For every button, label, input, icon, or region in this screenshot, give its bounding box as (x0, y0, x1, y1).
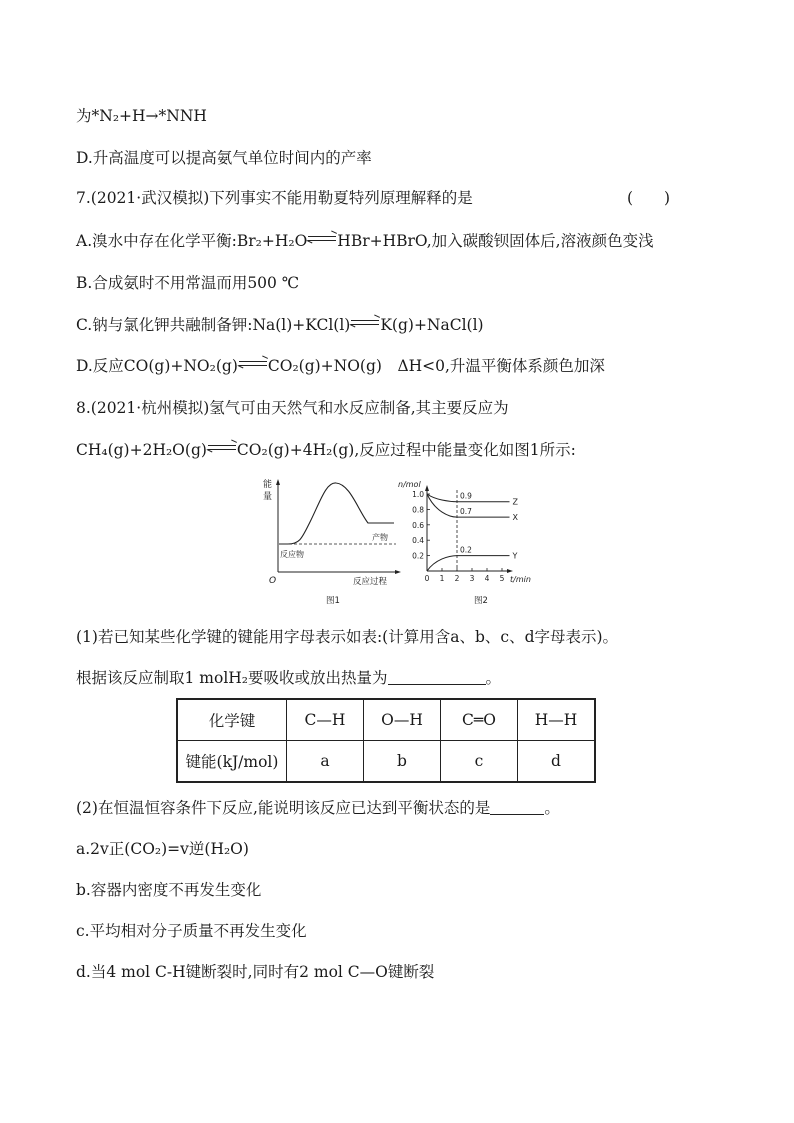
part-2-option-d: d.当4 mol C-H键断裂时,同时有2 mol C—O键断裂 (76, 963, 435, 981)
question-7-option-b: B.合成氨时不用常温而用500 ℃ (76, 274, 300, 292)
table-cell: d (518, 741, 596, 783)
figure-1-product-label: 产物 (372, 533, 388, 542)
figures (258, 476, 548, 610)
figure-2-y-tick-label: 0.4 (412, 536, 424, 546)
figure-2-series (427, 492, 519, 571)
table-cell: b (364, 741, 441, 783)
equation-part1: CH₄(g)+2H₂O(g) (76, 441, 207, 459)
option-c-part2: K(g)+NaCl(l) (380, 316, 484, 334)
line-option-d: D.升高温度可以提高氨气单位时间内的产率 (76, 149, 372, 167)
part-2-option-c: c.平均相对分子质量不再发生变化 (76, 922, 307, 940)
option-d-part1: D.反应CO(g)+NO₂(g) (76, 357, 238, 375)
question-8-stem: 8.(2021·杭州模拟)氢气可由天然气和水反应制备,其主要反应为 (76, 399, 509, 417)
part-2-answer-blank[interactable] (490, 798, 544, 815)
table-cell: c (441, 741, 518, 783)
part-2-period: 。 (544, 799, 560, 817)
part-1-answer-blank[interactable] (388, 668, 486, 685)
option-d-part2: CO₂(g)+NO(g) ΔH<0,升温平衡体系颜色加深 (267, 357, 605, 375)
equilibrium-arrow-icon (350, 317, 380, 329)
table-cell: a (287, 741, 364, 783)
figure-2-x-tick-label: 1 (439, 574, 445, 583)
part-1-period: 。 (485, 669, 502, 687)
figure-2-series-x-value: 0.7 (460, 507, 472, 517)
figure-2-series-z-value: 0.9 (460, 491, 472, 501)
question-7-option-c (76, 315, 484, 335)
figure-2-y-tick-label: 1.0 (412, 490, 424, 499)
equilibrium-arrow-icon (307, 233, 337, 245)
part-2-option-b: b.容器内密度不再发生变化 (76, 881, 262, 899)
question-7-stem (76, 188, 671, 208)
option-c-part1: C.钠与氯化钾共融制备钾:Na(l)+KCl(l) (76, 316, 351, 334)
figure-2-series-x-name: X (512, 513, 518, 523)
figure-1-xlabel: 反应过程 (353, 577, 388, 587)
figure-1-origin: O (269, 576, 277, 586)
part-2-question-text: (2)在恒温恒容条件下反应,能说明该反应已达到平衡状态的是 (76, 799, 491, 817)
figure-2-x-tick-label: 0 (424, 574, 430, 583)
figure-2-series-z-name: Z (512, 497, 518, 507)
figure-1-ylabel-top: 能 (263, 480, 273, 490)
question-8-equation (76, 440, 576, 460)
part-1-question (76, 668, 501, 688)
figure-2-xlabel: t/min (510, 575, 531, 584)
figure-2-x-tick-label: 2 (454, 574, 460, 583)
part-1-prompt: (1)若已知某些化学键的键能用字母表示如表:(计算用含a、b、c、d字母表示)。 (76, 628, 619, 646)
figure-2-ticks (412, 490, 505, 583)
table-header-cell: H—H (518, 699, 596, 741)
figure-2-caption: 图2 (474, 596, 488, 606)
figure-2-y-tick-label: 0.8 (412, 505, 424, 515)
figure-2-x-tick-label: 3 (469, 574, 475, 583)
figure-2-ylabel: n/mol (398, 480, 421, 489)
figure-2-x-arrow-icon (507, 569, 513, 573)
figure-2-series-y-value: 0.2 (460, 545, 472, 555)
part-1-question-text: 根据该反应制取1 molH₂要吸收或放出热量为 (76, 669, 388, 687)
figure-1-ylabel-bottom: 量 (263, 492, 273, 502)
equilibrium-arrow-icon (238, 358, 268, 370)
question-7-answer-paren: ( ) (627, 189, 671, 207)
table-header-cell: C═O (441, 699, 518, 741)
figure-2-y-tick-label: 0.6 (412, 520, 424, 530)
figure-2-series-y-line (427, 556, 510, 571)
table-cell: 键能(kJ/mol) (177, 741, 287, 783)
option-a-part2: HBr+HBrO,加入碳酸钡固体后,溶液颜色变浅 (337, 232, 654, 250)
bond-energy-table (176, 698, 596, 783)
figure-2-y-arrow-icon (425, 485, 429, 491)
figure-1-energy-diagram (263, 478, 401, 606)
figure-2-amount-time-graph (398, 480, 531, 606)
line-option-d-continued: 为*N₂+H→*NNH (76, 107, 207, 125)
figure-2-y-tick-label: 0.2 (412, 551, 424, 561)
figure-1-caption: 图1 (326, 596, 340, 606)
table-header-cell: C—H (287, 699, 364, 741)
table-header-row (177, 699, 595, 741)
part-2-option-a: a.2v正(CO₂)=v逆(H₂O) (76, 840, 249, 858)
equation-part2: CO₂(g)+4H₂(g),反应过程中能量变化如图1所示: (236, 441, 576, 459)
equilibrium-arrow-icon (207, 442, 237, 454)
figure-2-series-y-name: Y (512, 551, 518, 561)
table-header-cell: O—H (364, 699, 441, 741)
table-row (177, 741, 595, 783)
question-7-option-d (76, 356, 605, 376)
figure-1-x-arrow-icon (395, 570, 401, 574)
figure-1-y-arrow-icon (276, 479, 280, 485)
figure-1-reactant-label: 反应物 (280, 550, 304, 559)
question-7-text: 7.(2021·武汉模拟)下列事实不能用勒夏特列原理解释的是 (76, 189, 473, 207)
question-7-option-a (76, 231, 654, 251)
table-header-cell: 化学键 (177, 699, 287, 741)
part-2-question (76, 798, 560, 818)
figure-2-x-tick-label: 5 (499, 574, 505, 583)
option-a-part1: A.溴水中存在化学平衡:Br₂+H₂O (76, 232, 308, 250)
figure-2-x-tick-label: 4 (484, 574, 490, 583)
